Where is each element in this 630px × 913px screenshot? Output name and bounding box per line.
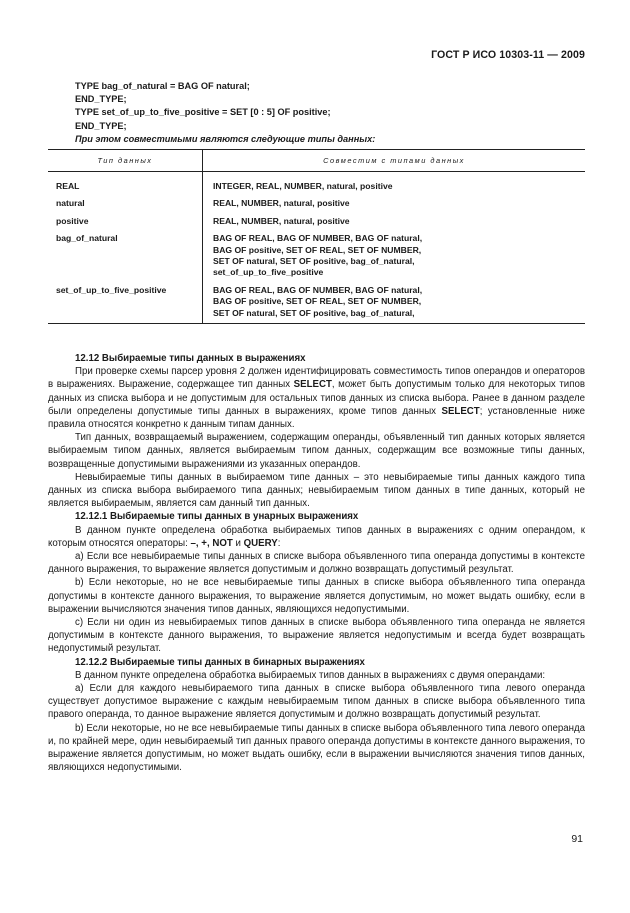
compat-cell [203,172,586,193]
code-line: TYPE bag_of_natural = BAG OF natural; [75,81,250,91]
column-header-compat: Совместим с типами данных [203,150,586,172]
table-row [48,192,585,209]
page-number: 91 [571,833,583,845]
compat-cell [203,279,586,324]
standard-header: ГОСТ Р ИСО 10303-11 — 2009 [431,49,585,61]
section-heading-12-12: 12.12 Выбираемые типы данных в выражениях [75,353,306,364]
list-item-b: b) Если некоторые, но не все невыбираемые типы данных в списке выбора объявленного типа операнда допустимы в контексте данного выражения, то выражение является допустимым, но может выдать ошибку, если в выражении вычисляются значения типов данных, являющихся недопустимыми. [48,577,585,615]
type-cell: REAL [48,172,203,193]
compat-line: BAG OF positive, SET OF REAL, SET OF NUMBER, [213,296,422,307]
table-row [48,210,585,227]
compat-intro: При этом совместимыми являются следующие типы данных: [75,133,376,144]
compat-line: BAG OF REAL, BAG OF NUMBER, BAG OF natural, [213,233,423,244]
type-cell: positive [48,210,203,227]
table-row [48,227,585,279]
compat-line: BAG OF REAL, BAG OF NUMBER, BAG OF natural, [213,284,423,295]
list-item-c: c) Если ни один из невыбираемых типов данных в списке выбора объявленного типа операнда не является допустимым в контексте данного выражения, то выражение является недопустимым и всегда будет возвращать недопустимый результат. [48,617,585,655]
section-heading-12-12-2: 12.12.2 Выбираемые типы данных в бинарных выражениях [75,656,365,668]
compat-cell [203,227,586,279]
type-cell: natural [48,192,203,209]
compatibility-table [48,149,585,324]
code-line: TYPE set_of_up_to_five_positive = SET [0 : 5] OF positive; [75,107,331,118]
paragraph: При проверке схемы парсер уровня 2 должен идентифицировать совместимость типов операндов и операторов в выражениях. Выражение, содержащее тип данных SELECT, может быть допустимым только для некоторых типов данных из списка выбора и не допустимым для остальных типов данных из списка выбора. Ранее в данном разделе были определены допустимые типы данных в выражениях, кроме типов данных SELECT; установленные ниже правила относятся конкретно к данным типам данных. [48,366,586,431]
table-row [48,172,585,193]
list-item-b: b) Если некоторые, но не все невыбираемые типы данных в списке выбора объявленного типа левого операнда и, по крайней мере, один невыбираемый тип данных правого операнда допустимы в контексте данного выражения, то выражение является допустимым, но может выдать ошибку, если в выражении вычисляются значения типов данных, являющихся недопустимыми. [48,722,585,774]
paragraph: Невыбираемые типы данных в выбираемом типе данных – это невыбираемые типы данных каждого типа данных из списка выбора выбираемого типа данных; невыбираемым типом данных в типе данных, который не является выбираемым, является сам данный тип данных. [48,471,585,510]
compat-line: set_of_up_to_five_positive [213,267,324,278]
list-item-a: a) Если для каждого невыбираемого типа данных в списке выбора объявленного типа левого операнда существует допустимое выражение с каждым невыбираемым типом данных в списке выбора объявленного типа правого операнда, то данное выражение является допустимым и должно возвращать допустимый результат. [48,683,585,721]
compat-line: REAL, NUMBER, natural, positive [213,198,350,209]
code-line: END_TYPE; [75,120,127,131]
body-text [48,352,585,775]
compat-line: INTEGER, REAL, NUMBER, natural, positive [213,181,393,191]
type-cell: bag_of_natural [48,227,203,279]
code-line: END_TYPE; [75,94,127,105]
list-item-a: a) Если все невыбираемые типы данных в списке выбора объявленного типа операнда допустимы в контексте данного выражения, то выражение является допустимым и должно возвращать допустимый результат. [48,551,585,576]
table-row [48,279,585,324]
column-header-type: Тип данных [48,150,203,172]
paragraph: Тип данных, возвращаемый выражением, содержащим операнды, объявленный тип данных которых является выбираемым типом данных, является выбираемым типом данных, содержащим все возможные типы данных, возвращенные допустимыми выражениями из указанных операндов. [48,432,585,470]
express-code-block [75,80,575,146]
compat-line: SET OF natural, SET OF positive, bag_of_natural, [213,256,415,267]
paragraph: В данном пункте определена обработка выбираемых типов данных в выражениях с двумя операндами: [75,669,546,681]
compat-line: SET OF natural, SET OF positive, bag_of_natural, [213,307,415,318]
compat-cell [203,192,586,209]
compat-line: BAG OF positive, SET OF REAL, SET OF NUMBER, [213,244,422,255]
type-cell: set_of_up_to_five_positive [48,279,203,324]
section-heading-12-12-1: 12.12.1 Выбираемые типы данных в унарных выражениях [75,511,359,523]
compat-line: REAL, NUMBER, natural, positive [213,215,350,226]
paragraph: В данном пункте определена обработка выбираемых типов данных в выражениях с одним операндом, к которым относятся операторы: –, +, NOT и QUERY: [48,524,585,549]
compat-cell [203,210,586,227]
